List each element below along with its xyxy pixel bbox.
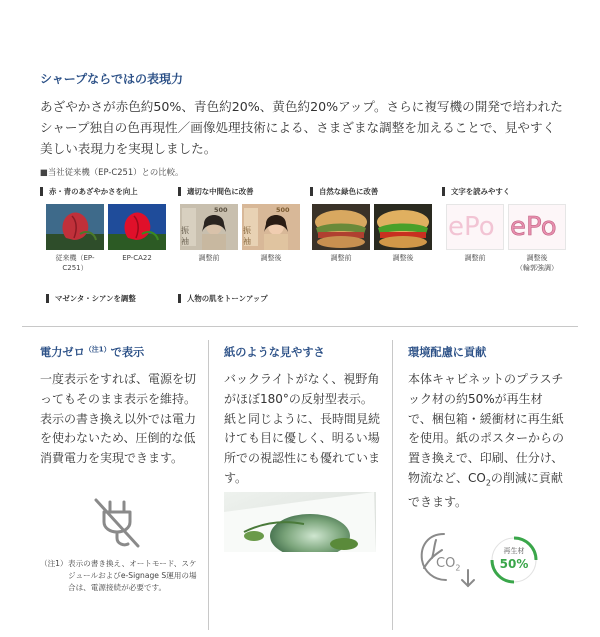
comparison-note: ■当社従来機（EP-C251）との比較。	[40, 167, 184, 177]
comparison-image-after	[374, 204, 432, 250]
badge-value: 50%	[499, 557, 529, 571]
comparison-image-after	[508, 204, 566, 250]
comparison-label: 適切な中間色に改善	[178, 187, 254, 196]
caption-before: 従来機（EP-C251）	[55, 254, 95, 272]
comparison-label: 人物の肌をトーンアップ	[178, 294, 268, 303]
comparison-label: マゼンタ・シアンを調整	[46, 294, 136, 303]
column-divider	[392, 340, 393, 630]
column-divider	[208, 340, 209, 630]
comparison-image-before	[446, 204, 504, 250]
comparison-label: 文字を読みやすく	[442, 187, 510, 196]
caption-after: 調整後	[526, 254, 548, 262]
intro-text: あざやかさが赤色約50%、青色約20%、黄色約20%アップ。さらに複写機の開発で培われたシャープ独自の色再現性／画像処理技術による、さまざまな調整を加えることで、見やすく美しい表現力を実現しました。	[40, 99, 563, 156]
sign-char: 振	[181, 226, 189, 235]
horizontal-divider	[22, 326, 578, 327]
column-title: 電力ゼロ$^{(注1)}$で表示	[40, 345, 145, 359]
paper-display-image	[224, 492, 376, 552]
comparison-label: 自然な緑色に改善	[310, 187, 378, 196]
comparison-image-before	[46, 204, 104, 250]
column-body: バックライトがなく、視野角がほぼ180°の反射型表示。紙と同じように、長時間見続けても目に優しく、明るい場所での視認性にも優れています。	[224, 372, 381, 485]
price-overlay: 500	[214, 206, 228, 214]
caption-before: 調整前	[464, 254, 486, 262]
caption-after: 調整後	[260, 254, 282, 262]
comparison-image-after	[108, 204, 166, 250]
sign-char: 振	[243, 226, 251, 235]
caption-after: EP-CA22	[122, 254, 152, 262]
sample-text: ePo	[448, 212, 495, 242]
column-title: 環境配慮に貢献	[408, 346, 487, 359]
comparison-image-before	[312, 204, 370, 250]
sign-char: 袖	[181, 237, 189, 246]
caption-before: 調整前	[330, 254, 352, 262]
column-title: 紙のような見やすさ	[224, 346, 325, 359]
sample-text: ePo	[510, 212, 557, 242]
section-title: シャープならではの表現力	[40, 72, 184, 86]
comparison-label: 赤・青のあざやかさを向上	[40, 187, 138, 196]
price-overlay: 500	[276, 206, 290, 214]
column-body: 本体キャビネットのプラスチック材の約50%が再生材で、梱包箱・緩衝材に再生紙を使用。紙のポスターからの置き換えで、印刷、仕分け、物流など、$CO_2$の削減に貢献できます。	[408, 372, 565, 510]
co2-label: $CO_2$	[436, 556, 461, 573]
badge-label: 再生材	[503, 547, 525, 555]
column-body: 一度表示をすれば、電源を切ってもそのまま表示を維持。表示の書き換え以外では電力を使わないため、圧倒的な低消費電力を実現できます。	[40, 372, 197, 466]
caption-before: 調整前	[198, 254, 220, 262]
footnote-ref: （注1）	[84, 345, 111, 354]
sign-char: 袖	[243, 237, 251, 246]
footnote-mark: （注1）	[40, 559, 68, 568]
footnote-text: 表示の書き換え、オートモード、スケジュールおよびe-Signage S運用の場合は、電源接続が必要です。	[68, 559, 197, 593]
caption-extra: （輪郭強調）	[516, 264, 558, 272]
caption-after: 調整後	[392, 254, 414, 262]
no-plug-icon	[88, 494, 146, 556]
